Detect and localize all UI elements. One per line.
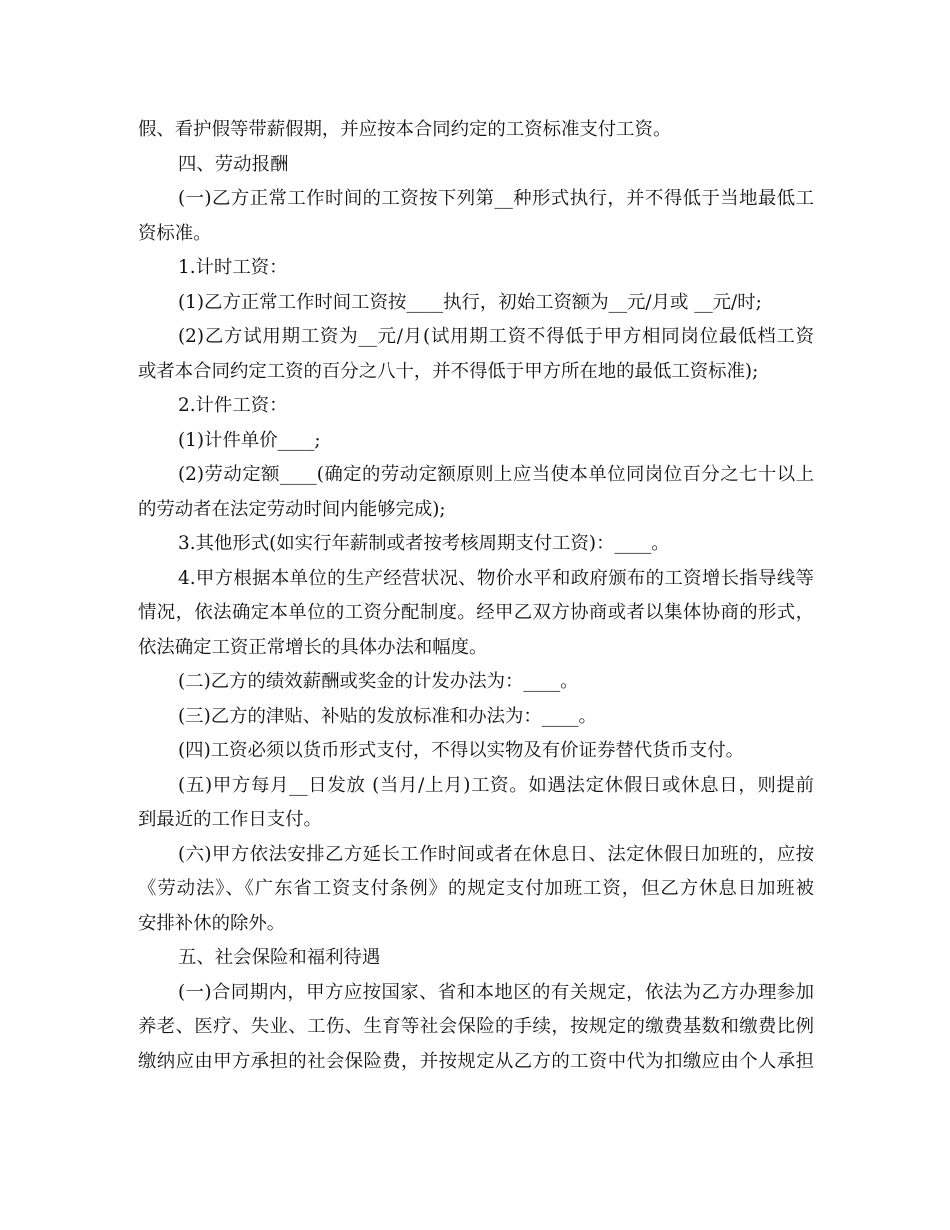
text-line: (二)乙方的绩效薪酬或奖金的计发办法为：____。	[178, 671, 579, 692]
section-heading-text: 四、劳动报酬	[178, 153, 289, 175]
paragraph	[138, 320, 814, 389]
paragraph	[138, 113, 814, 148]
text-line: 1.计时工资：	[178, 257, 288, 278]
text-line: 到最近的工作日支付。	[138, 809, 322, 830]
text-line: (2)乙方试用期工资为__元/月(试用期工资不得低于甲方相同岗位最低档工资	[178, 326, 814, 347]
paragraph	[138, 182, 814, 251]
section-heading	[138, 148, 814, 183]
paragraph	[138, 251, 814, 286]
paragraph	[138, 458, 814, 527]
text-line: 缴纳应由甲方承担的社会保险费，并按规定从乙方的工资中代为扣缴应由个人承担	[138, 1050, 814, 1072]
text-line: 资标准。	[138, 222, 212, 244]
text-line: 假、看护假等带薪假期，并应按本合同约定的工资标准支付工资。	[138, 119, 672, 140]
text-line: 养老、医疗、失业、工伤、生育等社会保险的手续，按规定的缴费基数和缴费比例	[138, 1016, 814, 1037]
paragraph	[138, 665, 814, 700]
paragraph	[138, 562, 814, 666]
paragraph	[138, 527, 814, 562]
text-line: (一)合同期内，甲方应按国家、省和本地区的有关规定，依法为乙方办理参加	[178, 981, 814, 1003]
paragraph	[138, 389, 814, 424]
section-heading	[138, 941, 814, 976]
text-line: (六)甲方依法安排乙方延长工作时间或者在休息日、法定休假日加班的，应按	[178, 843, 814, 865]
text-line: (四)工资必须以货币形式支付，不得以实物及有价证券替代货币支付。	[178, 740, 745, 761]
document-body	[138, 113, 814, 1079]
paragraph	[138, 734, 814, 769]
paragraph	[138, 700, 814, 735]
text-line: 或者本合同约定工资的百分之八十，并不得低于甲方所在地的最低工资标准);	[138, 360, 759, 382]
text-line: (三)乙方的津贴、补贴的发放标准和办法为：____。	[178, 705, 597, 727]
text-line: 《劳动法》、《广东省工资支付条例》的规定支付加班工资，但乙方休息日加班被	[138, 878, 814, 899]
text-line: (五)甲方每月__日发放 (当月/上月)工资。如遇法定休假日或休息日，则提前	[178, 774, 814, 796]
text-line: (2)劳动定额____(确定的劳动定额原则上应当使本单位同岗位百分之七十以上	[178, 464, 814, 485]
text-line: (1)乙方正常工作时间工资按____执行，初始工资额为__元/月或 __元/时;	[178, 291, 762, 313]
text-line: 4.甲方根据本单位的生产经营状况、物价水平和政府颁布的工资增长指导线等	[178, 567, 814, 589]
paragraph	[138, 286, 814, 321]
text-line: 的劳动者在法定劳动时间内能够完成);	[138, 498, 446, 520]
text-line: 依法确定工资正常增长的具体办法和幅度。	[138, 636, 488, 658]
text-line: (1)计件单价____;	[178, 429, 321, 451]
text-line: 安排补休的除外。	[138, 912, 286, 934]
text-line: 2.计件工资：	[178, 395, 288, 416]
paragraph	[138, 769, 814, 838]
paragraph	[138, 838, 814, 942]
section-heading-text: 五、社会保险和福利待遇	[178, 947, 381, 968]
text-line: 情况，依法确定本单位的工资分配制度。经甲乙双方协商或者以集体协商的形式，	[138, 602, 814, 623]
text-line: 3.其他形式(如实行年薪制或者按考核周期支付工资)：____。	[178, 533, 670, 554]
paragraph	[138, 976, 814, 1080]
text-line: (一)乙方正常工作时间的工资按下列第__种形式执行，并不得低于当地最低工	[178, 188, 814, 209]
paragraph	[138, 424, 814, 459]
